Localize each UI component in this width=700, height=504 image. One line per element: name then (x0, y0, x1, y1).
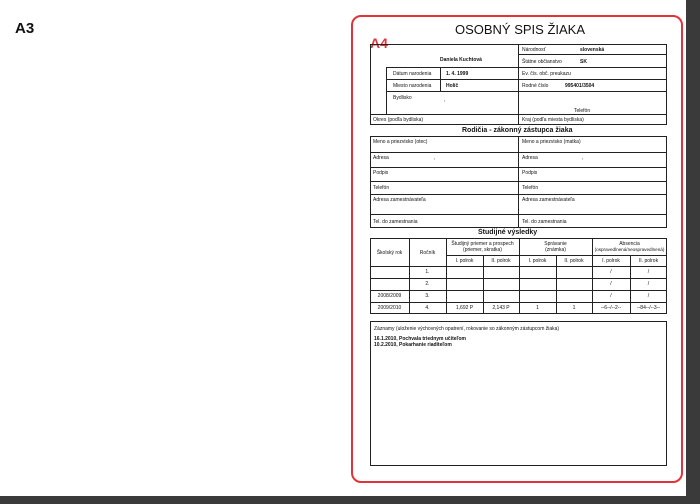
document-title: OSOBNÝ SPIS ŽIAKA (454, 22, 586, 37)
father-signature-label: Podpis (373, 170, 389, 176)
narodnost-label: Národnosť (522, 47, 546, 53)
father-address-label: Adresa (373, 155, 389, 161)
miesto-value: Holíč (446, 83, 459, 89)
behavior-half2: II. polrok (564, 258, 584, 264)
table-row-absence1: / (610, 293, 612, 299)
absence-half2: II. polrok (638, 258, 659, 264)
col-avg: Študijný priemer a prospech (451, 241, 514, 247)
table-row-absence1: / (610, 281, 612, 287)
student-name: Daniela Kuchtová (440, 57, 482, 63)
notes-heading: Záznamy (uloženie výchovných opatrení, rokovanie so zákonným zástupcom žiaka) (374, 326, 560, 332)
father-address-value: , (434, 155, 436, 161)
parents-heading: Rodičia - zákonný zástupca žiaka (462, 127, 573, 134)
col-behavior: Správanie (544, 241, 567, 247)
father-employer-label: Adresa zamestnávateľa (373, 197, 426, 203)
datum-value: 1. 4. 1999 (446, 71, 469, 77)
col-avg-sub: (priemer, skratka) (463, 247, 502, 253)
table-row-absence2: / (647, 281, 650, 287)
notes-item: 16.1.2010, Pochvala triednym učiteľom (374, 336, 466, 342)
father-work-phone-label: Tel. do zamestnania (373, 219, 418, 225)
table-row-year: 2008/2009 (377, 293, 402, 299)
bydlisko-label: Bydlisko (393, 95, 412, 101)
obcianstvo-label: Štátne občianstvo (522, 59, 562, 65)
okres-label: Okres (podľa bydliska) (373, 117, 424, 123)
mother-address-value: , (582, 155, 584, 161)
mother-work-phone-label: Tel. do zamestnania (522, 219, 567, 225)
mother-signature-label: Podpis (522, 170, 538, 176)
table-row-behavior2: 1 (572, 305, 576, 311)
mother-phone-label: Telefón (522, 185, 539, 191)
table-row-grade: 4. (425, 305, 430, 311)
col-behavior-sub: (známka) (545, 247, 566, 253)
obcianstvo-value: SK (580, 59, 587, 65)
results-heading: Študijné výsledky (478, 229, 538, 236)
kraj-label: Kraj (podľa miesta bydliska) (522, 117, 584, 123)
rc-value: 995401/3504 (565, 83, 595, 89)
table-row-avg2: 2,143 P (492, 305, 510, 311)
table-row-avg1: 1,692 P (455, 305, 474, 311)
mother-employer-label: Adresa zamestnávateľa (522, 197, 575, 203)
table-row-grade: 1. (425, 269, 430, 275)
table-row-absence2: / (647, 269, 650, 275)
col-absence-sub: (ospravedlnená/neospravedlnená) (594, 247, 665, 252)
table-row-behavior1: 1 (536, 305, 539, 311)
bydlisko-value: , (444, 97, 446, 103)
label-a4: A4 (370, 35, 388, 51)
narodnost-value: slovenská (580, 47, 605, 53)
table-row-absence2: / (647, 293, 650, 299)
col-year: Školský rok (376, 250, 403, 256)
telefon-label: Telefón (574, 108, 591, 114)
notes-item: 10.2.2010, Pokarhanie riaditeľom (374, 342, 452, 348)
behavior-half1: I. polrok (528, 258, 547, 264)
zps-label: Ev. čís. obč. preukazu (522, 71, 571, 77)
mother-label: Meno a priezvisko (matka) (522, 139, 581, 145)
miesto-label: Miesto narodenia (393, 83, 432, 89)
datum-label: Dátum narodenia (393, 71, 432, 77)
rc-label: Rodné číslo (522, 83, 549, 89)
father-label: Meno a priezvisko (otec) (373, 139, 428, 145)
avg-half2: II. polrok (491, 258, 511, 264)
label-a3: A3 (15, 20, 35, 37)
col-grade: Ročník (419, 250, 436, 256)
absence-half1: I. polrok (602, 258, 620, 264)
table-row-grade: 3. (425, 293, 430, 299)
col-absence: Absencia (619, 241, 640, 247)
avg-half1: I. polrok (455, 258, 474, 264)
table-row-grade: 2. (425, 281, 430, 287)
table-row-year: 2009/2010 (377, 305, 402, 311)
father-phone-label: Telefón (373, 185, 390, 191)
table-row-absence1: / (610, 269, 612, 275)
table-row-absence1: --6--/--2-- (600, 305, 622, 311)
table-row-absence2: --84--/--3-- (636, 305, 661, 311)
mother-address-label: Adresa (522, 155, 538, 161)
